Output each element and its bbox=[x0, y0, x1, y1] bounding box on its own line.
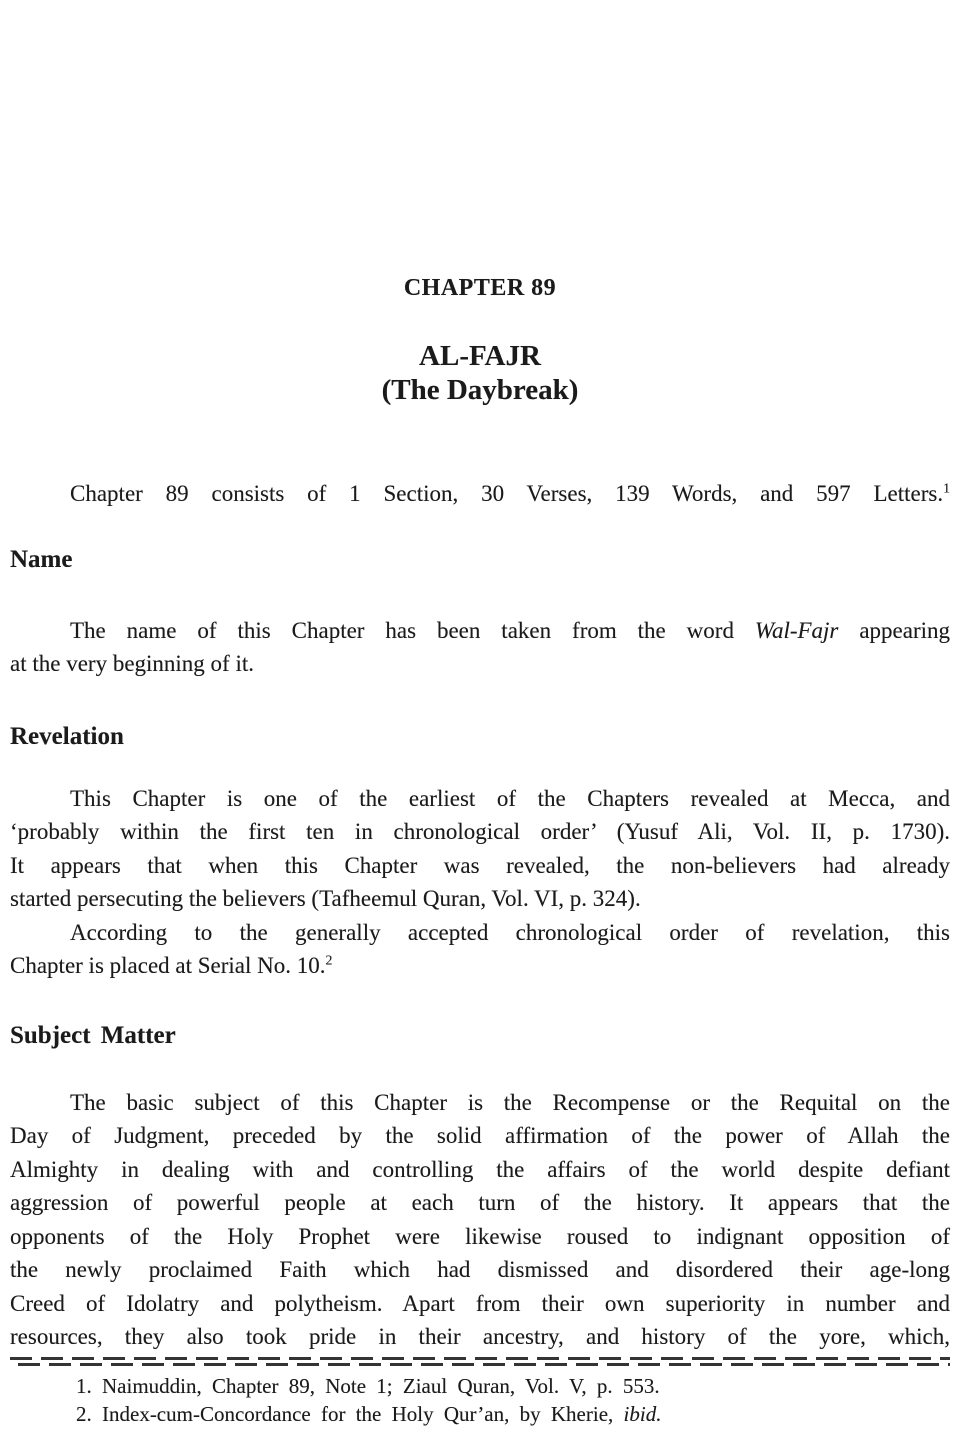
text-line: opponents of the Holy Prophet were likewise roused to indignant opposition of bbox=[10, 1223, 950, 1249]
text-line: 2. Index-cum-Concordance for the Holy Qur’an, by Kherie, ibid. bbox=[76, 1401, 662, 1426]
text-line: at the very beginning of it. bbox=[10, 651, 254, 676]
heading-revelation: Revelation bbox=[10, 722, 124, 750]
text-line: This Chapter is one of the earliest of the Chapters revealed at Mecca, and bbox=[70, 785, 950, 811]
text-line: The basic subject of this Chapter is the Recompense or the Requital on the bbox=[70, 1089, 950, 1115]
revelation-paragraph-2 bbox=[10, 916, 950, 983]
text-line: It appears that when this Chapter was revealed, the non-believers had already bbox=[10, 852, 950, 878]
text-line: Chapter is placed at Serial No. 10.$^2$ bbox=[10, 952, 333, 978]
text-line: aggression of powerful people at each turn of the history. It appears that the bbox=[10, 1190, 950, 1215]
text-line: According to the generally accepted chronological order of revelation, this bbox=[70, 919, 950, 945]
heading-name: Name bbox=[10, 545, 73, 573]
subject-matter-paragraph bbox=[10, 1086, 950, 1354]
text-line: ‘probably within the first ten in chronological order’ (Yusuf Ali, Vol. II, p. 1730). bbox=[10, 819, 950, 844]
text-line: The name of this Chapter has been taken from the word Wal-Fajr appearing bbox=[70, 617, 950, 643]
intro-paragraph bbox=[10, 477, 950, 511]
text-line: Almighty in dealing with and controlling the affairs of the world despite defiant bbox=[10, 1156, 950, 1182]
footnotes-block bbox=[10, 1372, 950, 1428]
text-line: Day of Judgment, preceded by the solid affirmation of the power of Allah the bbox=[10, 1123, 950, 1148]
chapter-number: CHAPTER 89 bbox=[403, 275, 557, 301]
text-line: started persecuting the believers (Tafheemul Quran, Vol. VI, p. 324). bbox=[10, 886, 641, 911]
text-line: Chapter 89 consists of 1 Section, 30 Verses, 139 Words, and 597 Letters.$^1$ bbox=[70, 480, 950, 506]
text-line: resources, they also took pride in their ancestry, and history of the yore, which, bbox=[10, 1324, 950, 1349]
text-line: Creed of Idolatry and polytheism. Apart from their own superiority in number and bbox=[10, 1290, 950, 1316]
footnote-separator-rule bbox=[10, 1357, 950, 1367]
chapter-title-block bbox=[10, 339, 950, 407]
chapter-subtitle: (The Daybreak) bbox=[381, 374, 579, 406]
chapter-title: AL-FAJR bbox=[419, 340, 541, 372]
text-line: 1. Naimuddin, Chapter 89, Note 1; Ziaul Quran, Vol. V, p. 553. bbox=[76, 1373, 660, 1398]
revelation-paragraph-1 bbox=[10, 782, 950, 916]
text-line: the newly proclaimed Faith which had dismissed and disordered their age-long bbox=[10, 1257, 950, 1282]
heading-subject-matter: Subject Matter bbox=[10, 1021, 176, 1049]
name-paragraph bbox=[10, 614, 950, 681]
